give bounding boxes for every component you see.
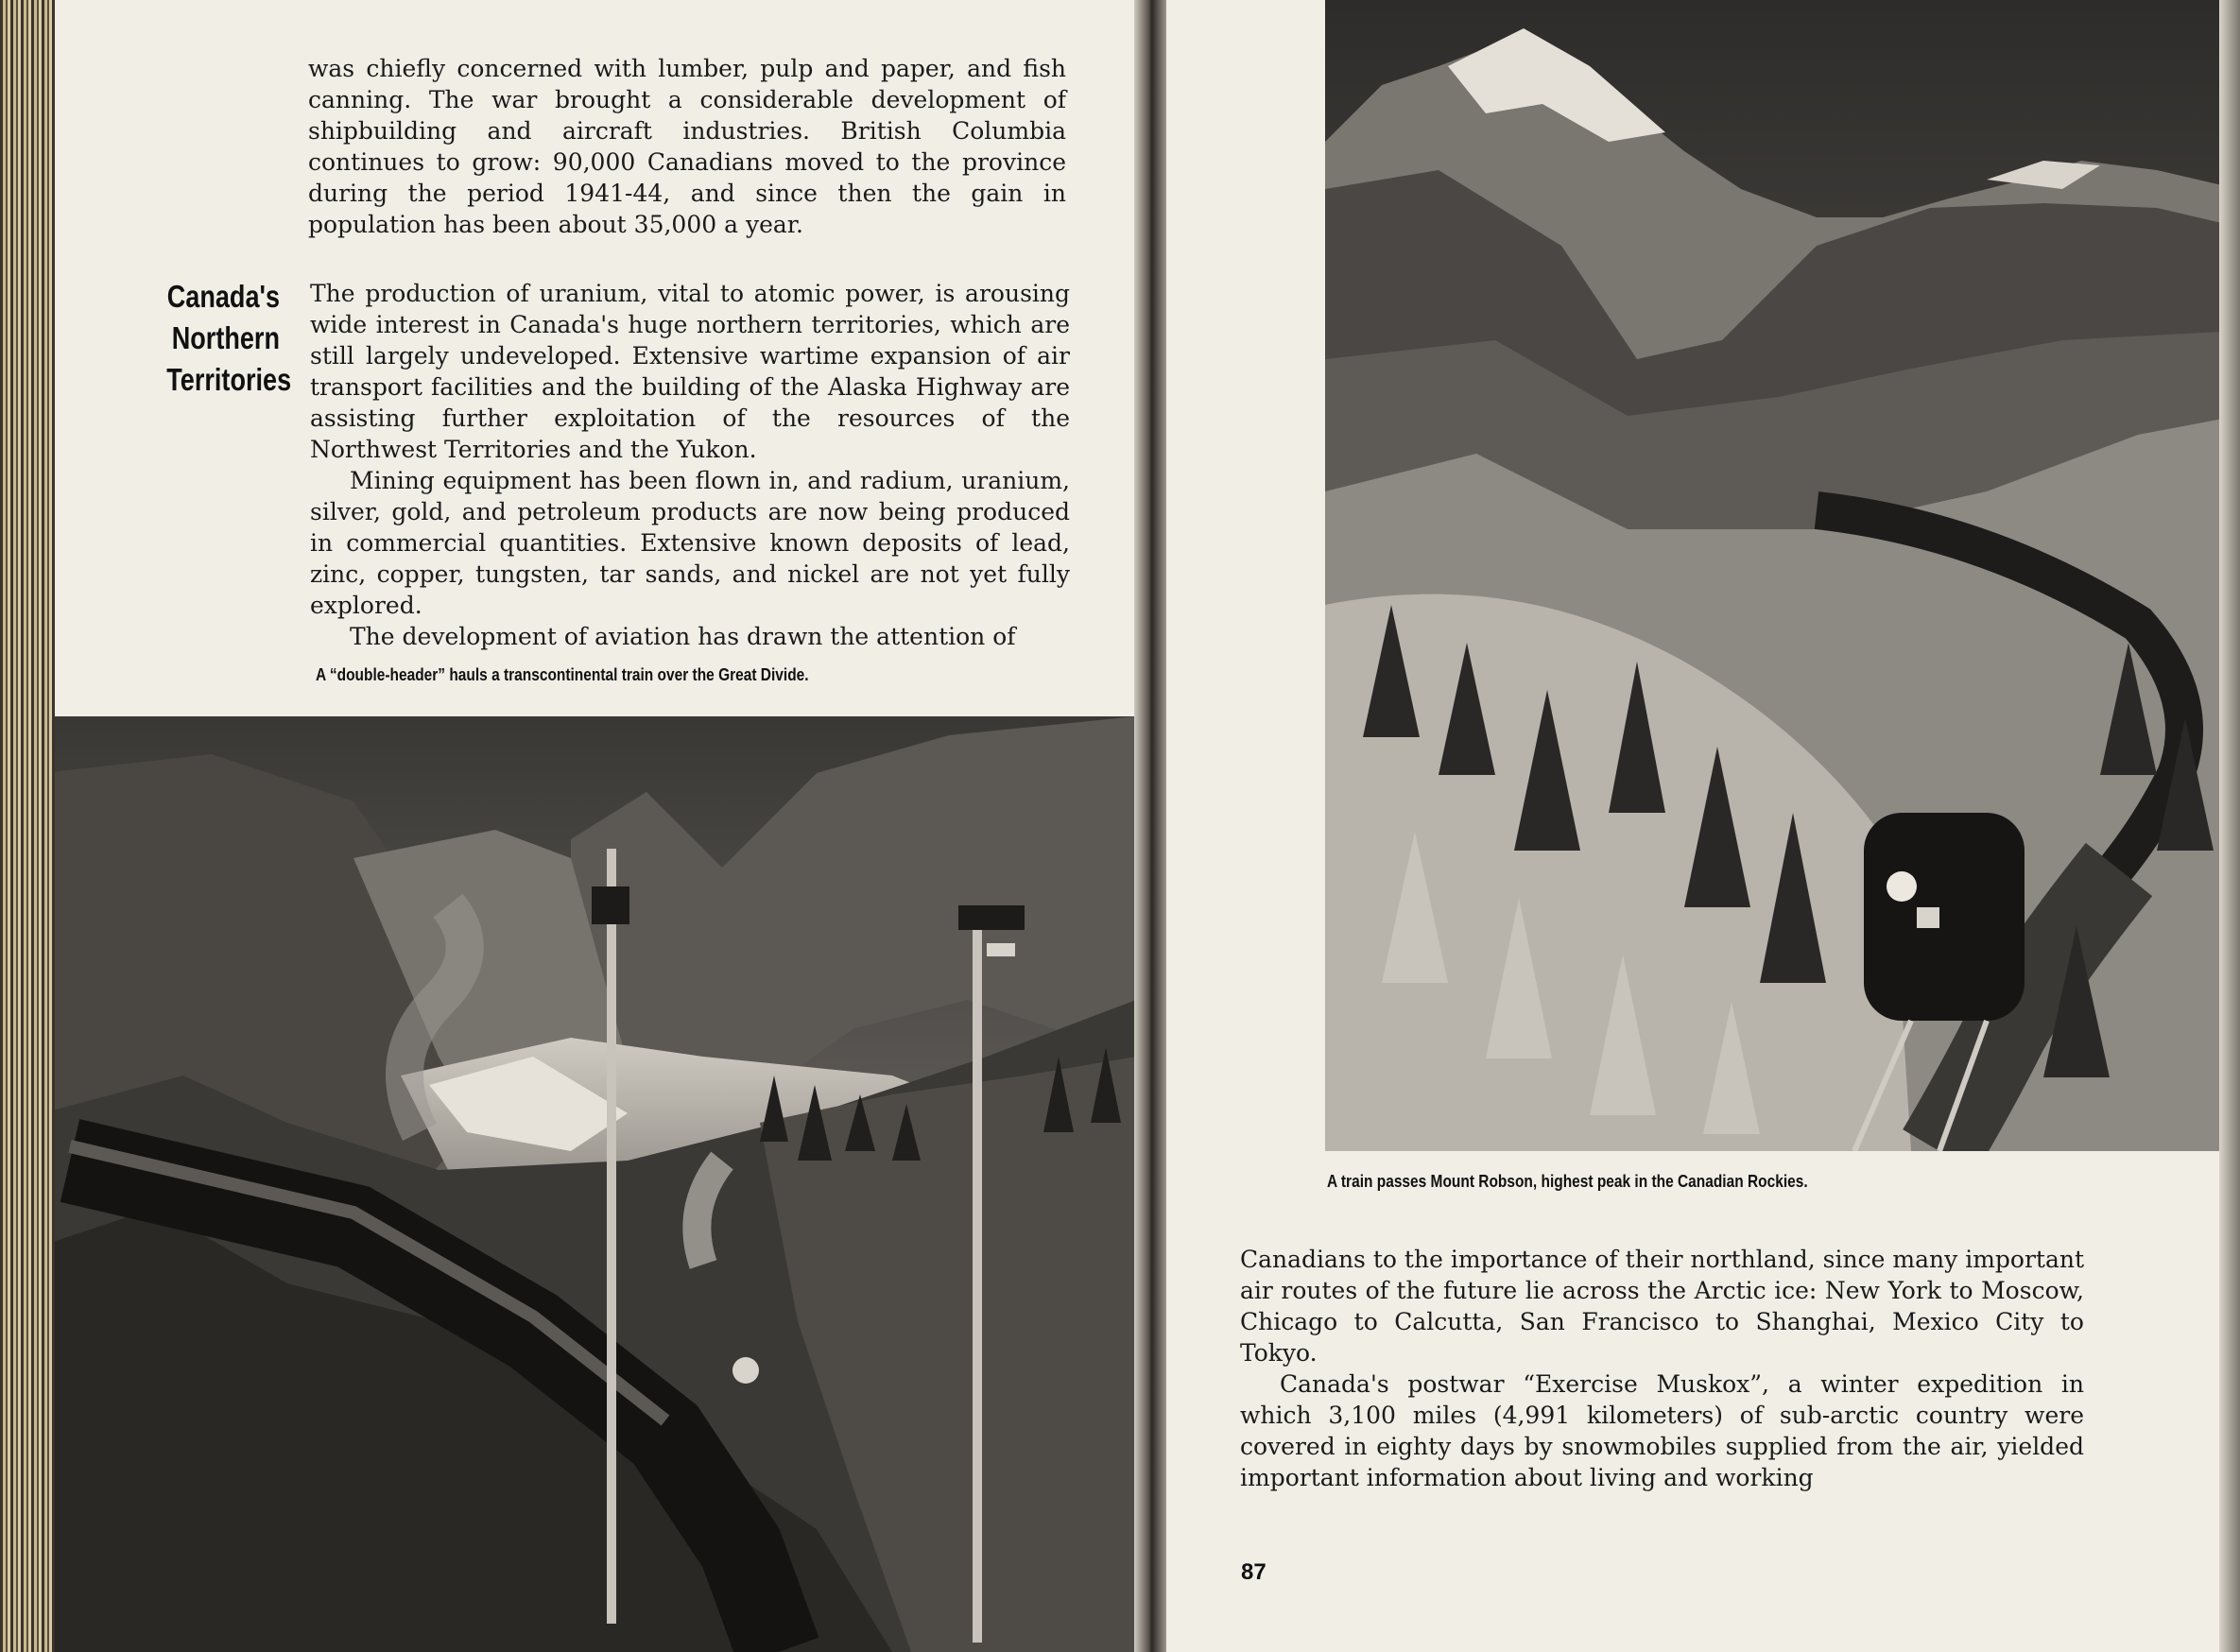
page-edge-right: [2219, 0, 2240, 1652]
right-photo-caption: A train passes Mount Robson, highest peak in the Canadian Rockies.: [1327, 1172, 1808, 1191]
mount-robson-train-photo: [1325, 0, 2238, 1151]
left-photo-caption: A “double-header” hauls a transcontinental train over the Great Divide.: [316, 665, 809, 684]
page-edges-left: [0, 0, 55, 1652]
right-page: [1153, 0, 2240, 1652]
mining-paragraph: Mining equipment has been flown in, and radium, uranium, silver, gold, and petroleum products are now being produced in commercial quantities. Extensive known deposits of lead, zinc, copper, tungsten, tar sands, and nickel are not yet fully explored.: [310, 467, 1070, 619]
great-divide-train-photo: [42, 716, 1136, 1652]
exercise-muskox-paragraph: Canada's postwar “Exercise Muskox”, a winter expedition in which 3,100 miles (4,991 kilometers) of sub-arctic country were covered in eighty days by snowmobiles supplied from the air, yielded important information about living and working: [1240, 1370, 2084, 1491]
intro-paragraph: was chiefly concerned with lumber, pulp and paper, and fish canning. The war brought a considerable development of shipbuilding and aircraft industries. British Columbia continues to grow: 90,000 Canadians moved to the province during the period 1941-44, and since then the gain in population has been about 35,000 a year.: [308, 55, 1066, 238]
intro-text-block: [308, 53, 1066, 240]
northern-territories-text-block: [310, 278, 1070, 652]
section-heading-line-2: Northern: [171, 320, 280, 355]
air-routes-paragraph: Canadians to the importance of their northland, since many important air routes of the future lie across the Arctic ice: New York to Moscow, Chicago to Calcutta, San Francisco to Shanghai, Mexico City to Tokyo.: [1240, 1246, 2084, 1367]
uranium-paragraph: The production of uranium, vital to atomic power, is arousing wide interest in Canada's huge northern territories, which are still largely undeveloped. Extensive wartime expansion of air transport facilities and the building of the Alaska Highway are assisting further exploitation of the resources of the Northwest Territories and the Yukon.: [310, 280, 1070, 463]
section-heading: [166, 276, 292, 401]
great-divide-train-illustration: [42, 716, 1136, 1652]
page-number: 87: [1241, 1559, 1266, 1585]
section-heading-line-3: Territories: [166, 362, 292, 397]
book-gutter: [1134, 0, 1166, 1652]
section-heading-line-1: Canada's: [166, 279, 280, 314]
aviation-paragraph: The development of aviation has drawn the attention of: [350, 623, 1016, 650]
mount-robson-train-illustration: [1325, 0, 2238, 1151]
northland-text-block: [1240, 1244, 2084, 1493]
